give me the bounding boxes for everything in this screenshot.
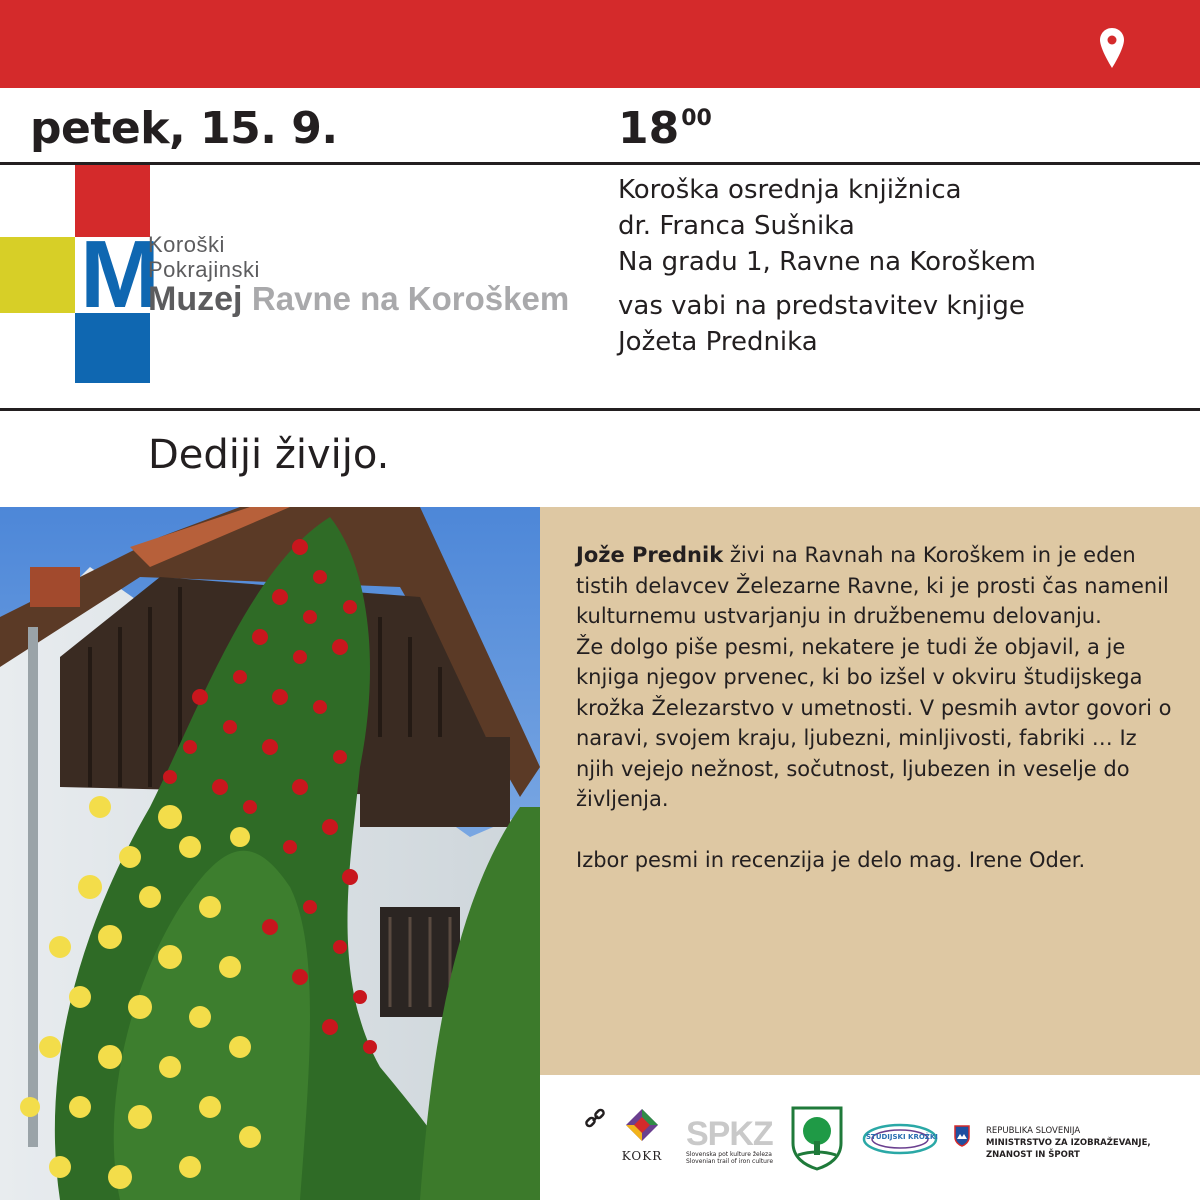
studijski-krozki-logo: [860, 1121, 940, 1157]
invitation-line: Jožeta Prednika: [618, 327, 818, 357]
logo-letter: M: [80, 221, 160, 328]
logo-yellow-square: [0, 237, 75, 313]
paragraph-gap: [576, 815, 1176, 845]
kokr-label: KOKR: [621, 1149, 663, 1163]
logo-muzej: Muzej: [148, 280, 243, 318]
house-roses-photo: [0, 507, 540, 1200]
kokr-logo: [620, 1105, 664, 1165]
book-title: Dediji živijo.: [148, 432, 390, 478]
description-paragraph-1: [576, 540, 1176, 632]
event-time-hour: 18: [618, 103, 680, 154]
spkz-subtitle-2: Slovenian trail of iron culture: [686, 1158, 774, 1165]
ministry-line-1: REPUBLIKA SLOVENIJA: [986, 1126, 1081, 1136]
sponsor-strip: [540, 1075, 1200, 1200]
book-description: [576, 540, 1176, 875]
logo-ravne: Ravne na Koroškem: [251, 280, 570, 317]
ministry-line-2: MINISTRSTVO ZA IZOBRAŽEVANJE,: [986, 1138, 1151, 1148]
venue-line: Koroška osrednja knjižnica: [618, 175, 962, 205]
description-text: živi na Ravnah na Koroškem in je eden tistih delavcev Železarne Ravne, ki je prosti čas namenil kulturnemu ustvarjanju in družbenemu delovanju.: [576, 543, 1169, 628]
event-date: petek, 15. 9.: [30, 103, 338, 154]
description-paragraph-3: Izbor pesmi in recenzija je delo mag. Irene Oder.: [576, 847, 1086, 872]
logo-line-3: [148, 280, 569, 319]
invitation-line: vas vabi na predstavitev knjige: [618, 291, 1025, 321]
kokr-mark-icon: [620, 1105, 664, 1145]
header-bar: [0, 0, 1200, 88]
venue-line: dr. Franca Sušnika: [618, 211, 855, 241]
museum-logo: [0, 165, 600, 385]
photo-illustration: [0, 507, 540, 1200]
venue-address: [618, 172, 1036, 280]
event-time: [618, 103, 712, 154]
logo-line-2: Pokrajinski: [148, 257, 260, 282]
ministry-line-3: ZNANOST IN ŠPORT: [986, 1150, 1080, 1160]
spkz-label: SPKZ: [686, 1115, 773, 1153]
krozki-label: ŠTUDIJSKI KROŽKI: [866, 1133, 938, 1141]
venue-line: Na gradu 1, Ravne na Koroškem: [618, 247, 1037, 277]
ravne-coat-of-arms-icon: [790, 1105, 844, 1171]
spkz-subtitle-1: Slovenska pot kulture železa: [686, 1151, 772, 1158]
spkz-logo: [686, 1117, 776, 1165]
invitation-text: [618, 288, 1025, 360]
location-pin-icon: [1100, 28, 1124, 68]
logo-line-1: Koroški: [148, 232, 225, 257]
link-icon[interactable]: [584, 1107, 606, 1131]
slovenia-coat-of-arms-icon: [954, 1125, 970, 1147]
ministry-logo: [986, 1125, 1151, 1161]
divider-bottom: [0, 408, 1200, 411]
author-name: Jože Prednik: [576, 543, 724, 567]
description-paragraph-2: Že dolgo piše pesmi, nekatere je tudi že objavil, a je knjiga njegov prvenec, ki bo izšel v okviru študijskega krožka Železarstvo v umetnosti. V pesmih avtor govori o naravi, svojem kraju, ljubezni, minljivosti, fabriki … Iz njih vejejo nežnost, sočutnost, ljubezen in veselje do življenja.: [576, 634, 1172, 811]
event-time-minutes: 00: [681, 106, 712, 132]
